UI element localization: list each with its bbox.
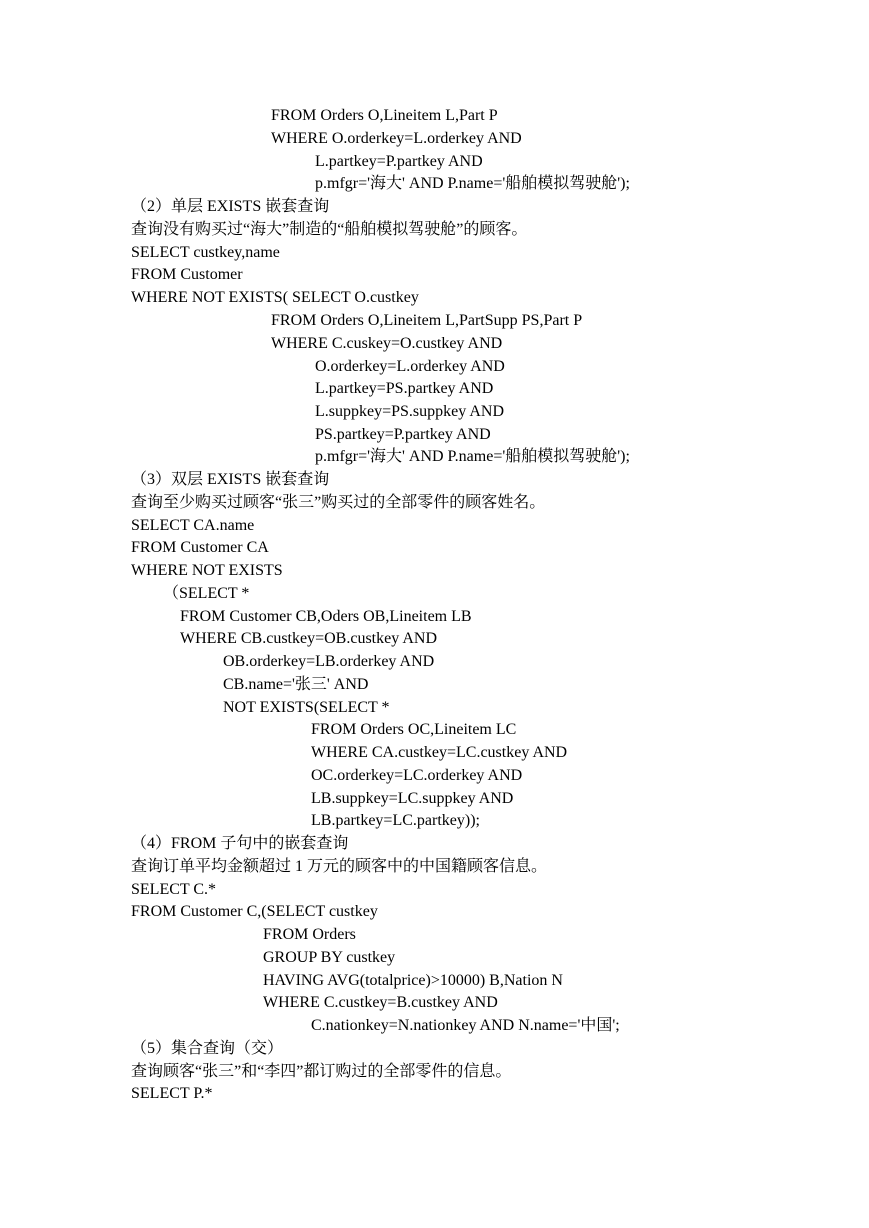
section-heading: （4）FROM 子句中的嵌套查询	[131, 835, 349, 852]
description-text: 查询至少购买过顾客“张三”购买过的全部零件的顾客姓名。	[131, 494, 546, 511]
code-line: NOT EXISTS(SELECT *	[223, 699, 390, 716]
code-line: WHERE O.orderkey=L.orderkey AND	[271, 130, 522, 147]
code-line: SELECT P.*	[131, 1085, 213, 1102]
code-line: SELECT C.*	[131, 881, 217, 898]
code-line: L.partkey=PS.partkey AND	[315, 380, 494, 397]
code-line: FROM Customer CA	[131, 539, 269, 556]
code-line: GROUP BY custkey	[263, 949, 396, 966]
code-line: FROM Customer CB,Oders OB,Lineitem LB	[180, 608, 472, 625]
description-text: 查询没有购买过“海大”制造的“船舶模拟驾驶舱”的顾客。	[131, 221, 528, 238]
code-line: L.partkey=P.partkey AND	[315, 153, 483, 170]
code-line: C.nationkey=N.nationkey AND N.name='中国';	[311, 1017, 620, 1034]
section-heading: （2）单层 EXISTS 嵌套查询	[131, 198, 330, 215]
code-line: WHERE CB.custkey=OB.custkey AND	[180, 630, 437, 647]
code-line: p.mfgr='海大' AND P.name='船舶模拟驾驶舱');	[315, 175, 630, 192]
code-line: WHERE NOT EXISTS( SELECT O.custkey	[131, 289, 419, 306]
description-text: 查询订单平均金额超过 1 万元的顾客中的中国籍顾客信息。	[131, 858, 548, 875]
code-line: LB.suppkey=LC.suppkey AND	[311, 790, 514, 807]
code-line: FROM Orders O,Lineitem L,Part P	[271, 107, 498, 124]
code-line: OB.orderkey=LB.orderkey AND	[223, 653, 435, 670]
description-text: 查询顾客“张三”和“李四”都订购过的全部零件的信息。	[131, 1063, 512, 1080]
code-line: WHERE C.custkey=B.custkey AND	[263, 994, 498, 1011]
code-line: （SELECT *	[163, 585, 250, 602]
code-line: FROM Orders O,Lineitem L,PartSupp PS,Part P	[271, 312, 583, 329]
code-line: O.orderkey=L.orderkey AND	[315, 358, 505, 375]
code-line: WHERE CA.custkey=LC.custkey AND	[311, 744, 568, 761]
code-line: WHERE NOT EXISTS	[131, 562, 283, 579]
code-line: CB.name='张三' AND	[223, 676, 369, 693]
code-line: FROM Orders	[263, 926, 356, 943]
code-line: LB.partkey=LC.partkey));	[311, 812, 480, 829]
code-line: SELECT CA.name	[131, 517, 255, 534]
section-heading: （3）双层 EXISTS 嵌套查询	[131, 471, 330, 488]
code-line: FROM Customer C,(SELECT custkey	[131, 903, 378, 920]
code-line: SELECT custkey,name	[131, 244, 280, 261]
section-heading: （5）集合查询（交）	[131, 1040, 284, 1057]
code-line: L.suppkey=PS.suppkey AND	[315, 403, 505, 420]
code-line: FROM Customer	[131, 266, 243, 283]
code-line: FROM Orders OC,Lineitem LC	[311, 721, 517, 738]
code-line: WHERE C.cuskey=O.custkey AND	[271, 335, 503, 352]
code-line: p.mfgr='海大' AND P.name='船舶模拟驾驶舱');	[315, 448, 630, 465]
code-line: OC.orderkey=LC.orderkey AND	[311, 767, 523, 784]
code-line: HAVING AVG(totalprice)>10000) B,Nation N	[263, 972, 563, 989]
code-line: PS.partkey=P.partkey AND	[315, 426, 491, 443]
